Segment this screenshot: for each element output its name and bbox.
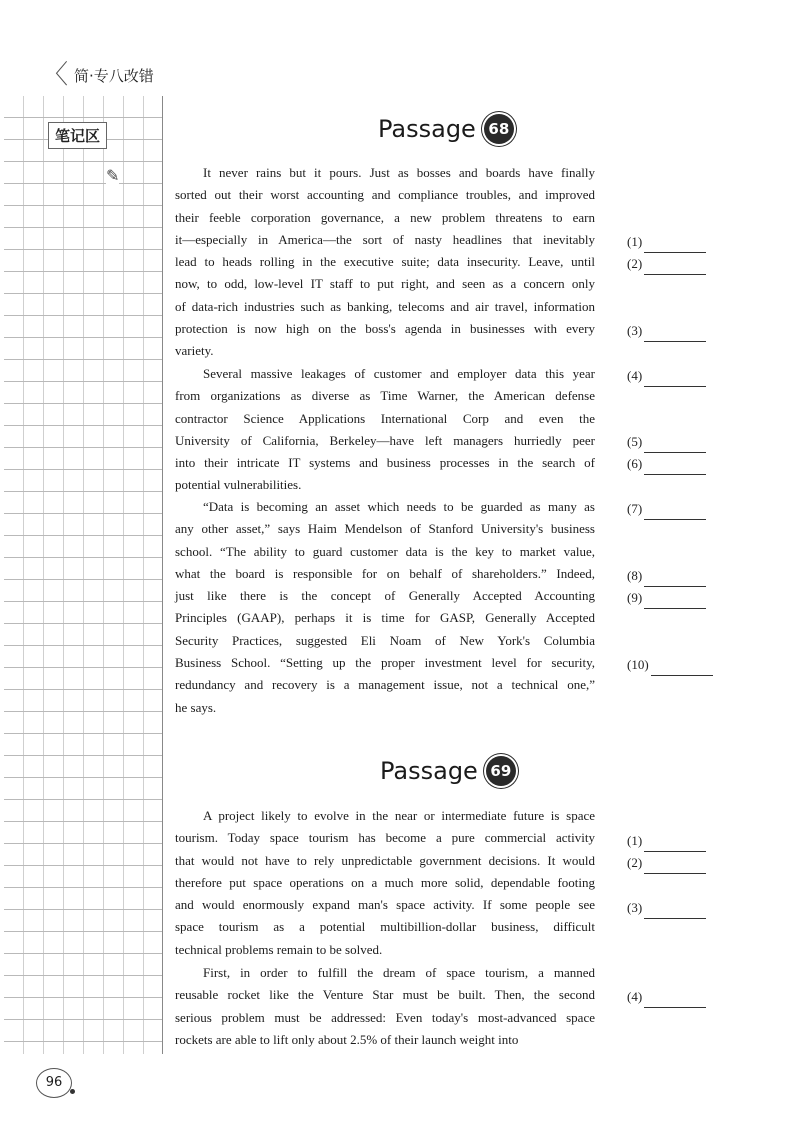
text-line: tourism. Today space tourism has become a pure commercial activity <box>175 830 595 846</box>
text-line: therefore put space operations on a much more solid, dependable footing <box>175 874 595 890</box>
text-line: University of California, Berkeley—have left managers hurriedly peer <box>175 432 595 448</box>
text-line: Principles (GAAP), perhaps it is time for GASP, Generally Accepted <box>175 610 595 626</box>
answer-blank[interactable] <box>627 897 706 919</box>
passage-number-badge: 69 <box>486 756 516 786</box>
answer-line[interactable] <box>644 859 706 874</box>
text-line: variety. <box>175 343 214 359</box>
text-line: redundancy and recovery is a management issue, not a technical one,” <box>175 677 595 693</box>
blank-number: (10) <box>627 657 649 672</box>
answer-line[interactable] <box>644 837 706 852</box>
answer-line[interactable] <box>651 661 713 676</box>
answer-line[interactable] <box>644 505 706 520</box>
text-line: A project likely to evolve in the near or intermediate future is space <box>203 808 595 823</box>
paragraph <box>175 363 595 497</box>
answer-blank[interactable] <box>627 431 706 453</box>
blank-number: (3) <box>627 900 643 915</box>
notes-label: 笔记区 <box>48 122 107 149</box>
notes-area <box>4 96 163 1054</box>
answer-blank[interactable] <box>627 986 706 1008</box>
text-line: technical problems remain to be solved. <box>175 941 383 957</box>
paragraph <box>175 962 595 1051</box>
text-line: and would enormously expand man's space activity. If some people see <box>175 897 595 913</box>
text-line: reusable rocket like the Venture Star must be built. Then, the second <box>175 987 595 1003</box>
blank-number: (5) <box>627 434 643 449</box>
passage-heading-text: Passage <box>378 115 476 143</box>
text-line: Several massive leakages of customer and employer data this year <box>203 366 595 381</box>
text-line: that would not have to rely unpredictable government decisions. It would <box>175 852 595 868</box>
book-title: 简·专八改错 <box>74 66 154 85</box>
text-line: rockets are able to lift only about 2.5% of their launch weight into <box>175 1031 519 1047</box>
blank-number: (2) <box>627 256 643 271</box>
pencil-icon: ✎ <box>106 166 120 185</box>
text-line: lead to heads rolling in the executive suite; data insecurity. Leave, until <box>175 254 595 270</box>
text-line: just like there is the concept of Generally Accepted Accounting <box>175 588 595 604</box>
blank-number: (7) <box>627 501 643 516</box>
text-line: Security Practices, suggested Eli Noam of New York's Columbia <box>175 632 595 648</box>
text-line: sorted out their worst accounting and compliance troubles, and improved <box>175 187 595 203</box>
blank-number: (9) <box>627 590 643 605</box>
blank-number: (1) <box>627 234 643 249</box>
answer-blank[interactable] <box>627 830 706 852</box>
paragraph <box>175 162 595 363</box>
answer-blank[interactable] <box>627 498 706 520</box>
blank-number: (3) <box>627 323 643 338</box>
text-line: it—especially in America—the sort of nasty headlines that inevitably <box>175 231 595 247</box>
bracket-icon: 〈 <box>42 60 69 90</box>
text-line: It never rains but it pours. Just as bosses and boards have finally <box>203 165 595 180</box>
answer-blank[interactable] <box>627 587 706 609</box>
blank-number: (6) <box>627 456 643 471</box>
blank-number: (2) <box>627 855 643 870</box>
answer-blank[interactable] <box>627 565 706 587</box>
answer-blank[interactable] <box>627 852 706 874</box>
passage-heading-text: Passage <box>380 757 478 785</box>
text-line: any other asset,” says Haim Mendelson of Stanford University's business <box>175 521 595 537</box>
answer-blank[interactable] <box>627 253 706 275</box>
answer-line[interactable] <box>644 594 706 609</box>
answer-line[interactable] <box>644 238 706 253</box>
text-line: what the board is responsible for on behalf of shareholders.” Indeed, <box>175 565 595 581</box>
text-line: now, to odd, low-level IT staff to put right, and seen as a concern only <box>175 276 595 292</box>
blank-number: (4) <box>627 989 643 1004</box>
answer-line[interactable] <box>644 372 706 387</box>
text-line: of data-rich industries such as banking, telecoms and air travel, information <box>175 298 595 314</box>
answer-line[interactable] <box>644 993 706 1008</box>
text-line: space tourism as a potential multibillion-dollar business, difficult <box>175 919 595 935</box>
answer-blank[interactable] <box>627 231 706 253</box>
answer-line[interactable] <box>644 460 706 475</box>
page-header <box>42 62 154 88</box>
text-line: contractor Science Applications International Corp and even the <box>175 410 595 426</box>
passage-69-heading <box>380 756 516 786</box>
answer-blank[interactable] <box>627 320 706 342</box>
blank-number: (8) <box>627 568 643 583</box>
passage-number-badge: 68 <box>484 114 514 144</box>
text-line: protection is now high on the boss's agenda in businesses with every <box>175 321 595 337</box>
text-line: from organizations as diverse as Time Warner, the American defense <box>175 388 595 404</box>
text-line: into their intricate IT systems and business processes in the search of <box>175 455 595 471</box>
blank-number: (1) <box>627 833 643 848</box>
answer-line[interactable] <box>644 904 706 919</box>
answer-blank[interactable] <box>627 453 706 475</box>
answer-line[interactable] <box>644 327 706 342</box>
text-line: First, in order to fulfill the dream of space tourism, a manned <box>203 965 595 980</box>
text-line: Business School. “Setting up the proper investment level for security, <box>175 655 595 671</box>
text-line: potential vulnerabilities. <box>175 477 302 493</box>
answer-blank[interactable] <box>627 365 706 387</box>
answer-line[interactable] <box>644 438 706 453</box>
answer-blank[interactable] <box>627 654 713 676</box>
paragraph <box>175 496 595 719</box>
text-line: he says. <box>175 699 217 715</box>
answer-line[interactable] <box>644 572 706 587</box>
text-line: school. “The ability to guard customer data is the key to market value, <box>175 543 595 559</box>
blank-number: (4) <box>627 368 643 383</box>
text-line: serious problem must be addressed: Even today's most-advanced space <box>175 1009 595 1025</box>
page-number: 96 <box>36 1068 72 1098</box>
passage-68-heading <box>378 114 514 144</box>
text-line: “Data is becoming an asset which needs to be guarded as many as <box>203 499 595 514</box>
answer-line[interactable] <box>644 260 706 275</box>
paragraph <box>175 805 595 961</box>
text-line: their feeble corporation governance, a new problem threatens to earn <box>175 209 595 225</box>
